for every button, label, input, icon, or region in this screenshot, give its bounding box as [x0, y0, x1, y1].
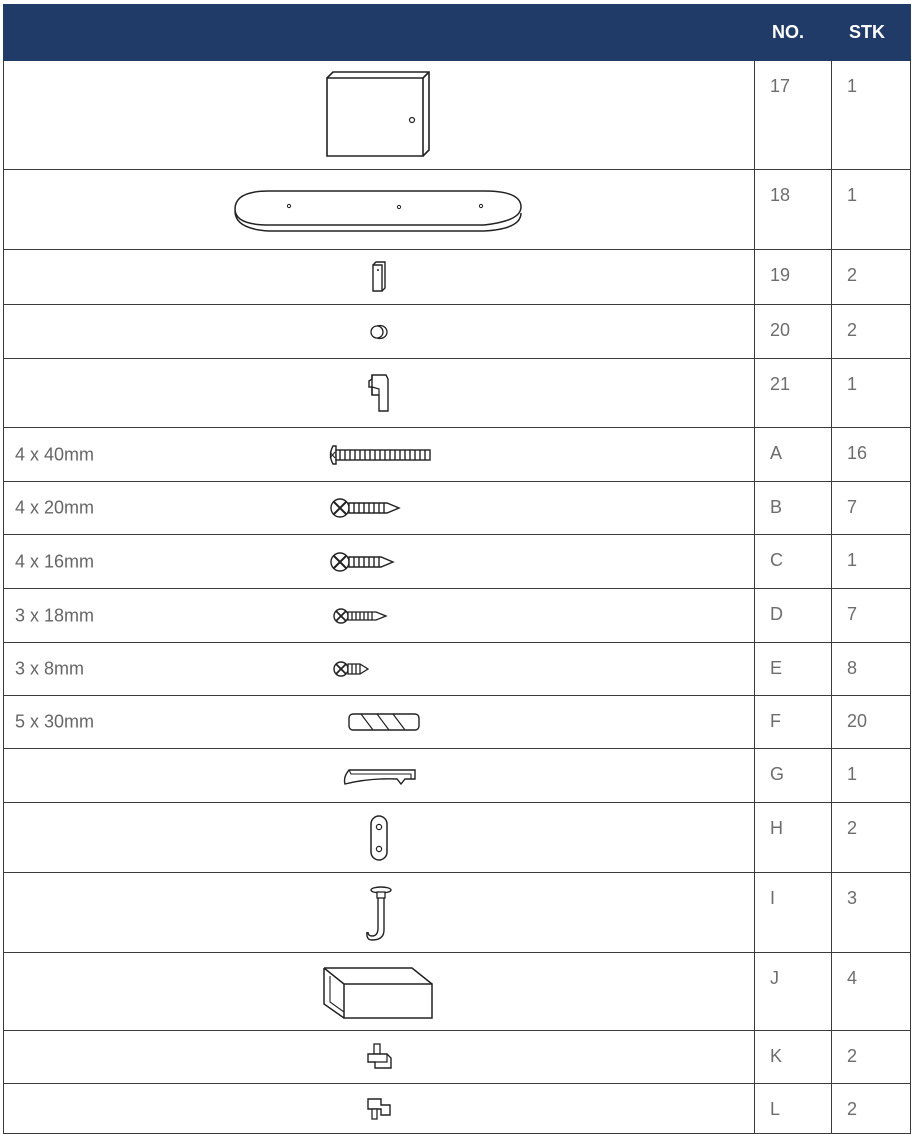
part-quantity: 3	[832, 873, 911, 953]
part-quantity: 4	[832, 953, 911, 1031]
header-blank	[4, 5, 755, 61]
size-label: 4 x 20mm	[15, 497, 95, 518]
part-number: D	[755, 589, 832, 643]
part-quantity: 2	[832, 803, 911, 873]
part-image-cell	[4, 749, 755, 803]
part-number: G	[755, 749, 832, 803]
part-quantity: 7	[832, 589, 911, 643]
part-quantity: 1	[832, 749, 911, 803]
part-number: K	[755, 1031, 832, 1084]
part-quantity: 2	[832, 1084, 911, 1134]
bracket-icon	[366, 371, 392, 415]
part-number: E	[755, 643, 832, 696]
table-row	[4, 803, 911, 873]
size-label: 3 x 8mm	[15, 658, 85, 679]
header-no: NO.	[755, 5, 832, 61]
part-number: I	[755, 873, 832, 953]
size-label: 4 x 40mm	[15, 444, 95, 464]
header-stk: STK	[832, 5, 911, 61]
part-image-cell	[4, 696, 755, 749]
part-quantity: 2	[832, 250, 911, 305]
part-image-cell	[4, 482, 755, 535]
table-row	[4, 61, 911, 170]
size-label: 3 x 18mm	[15, 605, 95, 625]
part-number: F	[755, 696, 832, 749]
oval-shelf-icon	[229, 181, 529, 239]
part-quantity: 1	[832, 170, 911, 250]
table-row	[4, 535, 911, 589]
table-row	[4, 643, 911, 696]
part-quantity: 2	[832, 305, 911, 359]
shelf-pin-icon	[365, 1042, 393, 1072]
part-image-cell	[4, 953, 755, 1031]
table-row	[4, 482, 911, 535]
part-quantity: 20	[832, 696, 911, 749]
table-row	[4, 696, 911, 749]
part-number: 20	[755, 305, 832, 359]
part-image-cell	[4, 305, 755, 359]
table-row	[4, 428, 911, 482]
part-number: B	[755, 482, 832, 535]
part-image-cell	[4, 873, 755, 953]
table-row	[4, 250, 911, 305]
small-block-icon	[370, 260, 388, 294]
size-label: 4 x 16mm	[15, 551, 95, 571]
box-block-icon	[320, 962, 438, 1022]
table-row	[4, 749, 911, 803]
part-image-cell	[4, 250, 755, 305]
part-image-cell	[4, 61, 755, 170]
table-row	[4, 589, 911, 643]
table-row	[4, 1084, 911, 1134]
part-number: 21	[755, 359, 832, 428]
table-row	[4, 1031, 911, 1084]
wood-screw-icon	[329, 549, 405, 575]
plate-icon	[368, 813, 390, 863]
part-number: C	[755, 535, 832, 589]
part-image-cell	[4, 170, 755, 250]
round-knob-icon	[369, 323, 389, 341]
part-image-cell	[4, 643, 755, 696]
handle-icon	[339, 765, 419, 787]
table-row	[4, 170, 911, 250]
table-header	[4, 5, 911, 61]
part-image-cell	[4, 803, 755, 873]
part-quantity: 2	[832, 1031, 911, 1084]
tiny-screw-icon	[332, 658, 374, 680]
part-quantity: 1	[832, 359, 911, 428]
panel-icon	[319, 68, 439, 163]
long-screw-icon	[326, 443, 434, 467]
dowel-icon	[347, 711, 421, 733]
part-number: H	[755, 803, 832, 873]
part-number: 18	[755, 170, 832, 250]
part-image-cell	[4, 1084, 755, 1134]
table-row	[4, 873, 911, 953]
part-quantity: 16	[832, 428, 911, 482]
part-image-cell	[4, 589, 755, 643]
part-image-cell	[4, 535, 755, 589]
table-row	[4, 953, 911, 1031]
small-screw-icon	[332, 605, 398, 627]
table-row	[4, 305, 911, 359]
part-number: L	[755, 1084, 832, 1134]
size-label: 5 x 30mm	[15, 711, 95, 732]
part-number: A	[755, 428, 832, 482]
part-image-cell	[4, 1031, 755, 1084]
part-image-cell	[4, 428, 755, 482]
part-quantity: 8	[832, 643, 911, 696]
hook-icon	[364, 884, 394, 942]
part-quantity: 1	[832, 535, 911, 589]
clip-icon	[365, 1095, 393, 1123]
part-image-cell	[4, 359, 755, 428]
parts-table	[3, 4, 911, 1134]
part-number: 19	[755, 250, 832, 305]
part-quantity: 1	[832, 61, 911, 170]
wood-screw-icon	[329, 495, 411, 521]
table-row	[4, 359, 911, 428]
part-number: J	[755, 953, 832, 1031]
part-quantity: 7	[832, 482, 911, 535]
part-number: 17	[755, 61, 832, 170]
